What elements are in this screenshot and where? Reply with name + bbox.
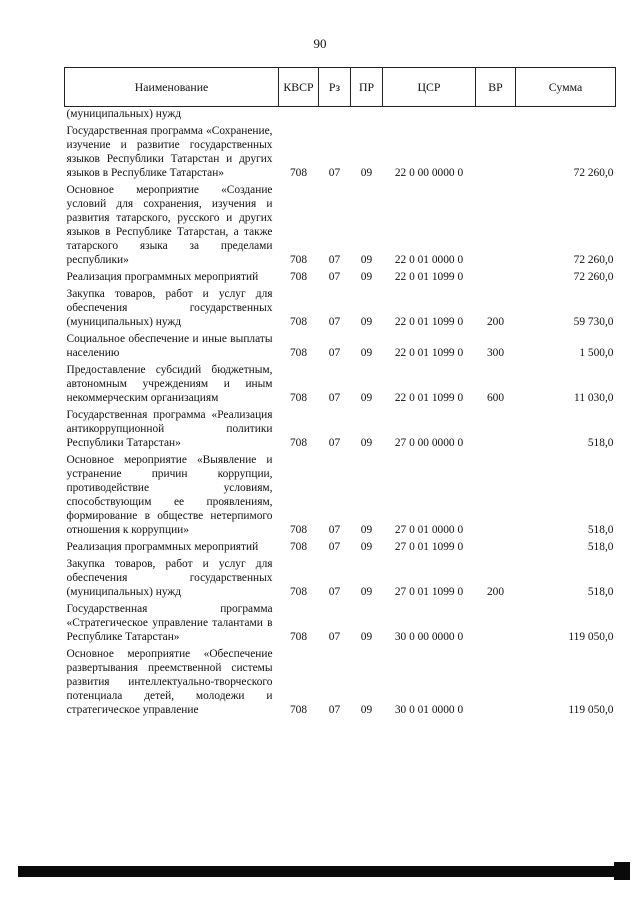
budget-table-container — [64, 67, 615, 720]
cell-name: Предоставление субсидий бюджетным, автономным учреждениям и иным некоммерческим организациям — [66, 364, 273, 404]
cell-rz — [319, 107, 351, 125]
cell-pr: 09 — [360, 541, 373, 553]
cell-csr: 27 0 01 0000 0 — [394, 524, 464, 536]
cell-kvsr: 708 — [289, 167, 308, 179]
cell-csr: 22 0 01 1099 0 — [394, 392, 464, 404]
cell-name: (муниципальных) нужд — [66, 108, 182, 120]
cell-sum: 59 730,0 — [573, 316, 614, 328]
cell-rz: 07 — [328, 524, 341, 536]
cell-rz: 07 — [328, 167, 341, 179]
cell-vr — [476, 647, 516, 720]
header-pr: ПР — [351, 68, 383, 107]
table-header — [65, 68, 616, 107]
cell-pr: 09 — [360, 586, 373, 598]
table-row — [65, 287, 616, 332]
cell-name: Государственная программа «Реализация антикоррупционной политики Республики Татарстан» — [66, 409, 273, 449]
cell-rz: 07 — [328, 254, 341, 266]
header-kvsr: КВСР — [279, 68, 319, 107]
cell-pr: 09 — [360, 524, 373, 536]
cell-csr: 22 0 01 1099 0 — [394, 347, 464, 359]
cell-pr: 09 — [360, 271, 373, 283]
cell-sum: 72 260,0 — [573, 254, 614, 266]
cell-rz: 07 — [328, 586, 341, 598]
cell-vr — [476, 183, 516, 270]
cell-rz: 07 — [328, 704, 341, 716]
cell-sum: 1 500,0 — [579, 347, 614, 359]
cell-csr: 30 0 01 0000 0 — [394, 704, 464, 716]
cell-csr: 27 0 01 1099 0 — [394, 586, 464, 598]
cell-pr — [351, 107, 383, 125]
cell-name: Основное мероприятие «Выявление и устранение причин коррупции, противодействие условиям, способствующим ее проявлениям, формирование в обществе нетерпимого отношения к коррупции» — [66, 454, 273, 536]
cell-sum: 72 260,0 — [573, 167, 614, 179]
cell-pr: 09 — [360, 316, 373, 328]
header-name: Наименование — [65, 68, 279, 107]
table-row — [65, 540, 616, 557]
cell-name: Реализация программных мероприятий — [66, 271, 259, 283]
cell-sum: 518,0 — [587, 524, 614, 536]
table-row — [65, 647, 616, 720]
cell-vr — [476, 124, 516, 183]
budget-table — [64, 67, 616, 720]
cell-pr: 09 — [360, 704, 373, 716]
table-row — [65, 602, 616, 647]
cell-kvsr: 708 — [289, 524, 308, 536]
cell-rz: 07 — [328, 541, 341, 553]
cell-sum: 11 030,0 — [574, 392, 614, 404]
cell-csr: 27 0 00 0000 0 — [394, 437, 464, 449]
cell-pr: 09 — [360, 167, 373, 179]
cell-vr — [476, 540, 516, 557]
cell-kvsr: 708 — [289, 541, 308, 553]
cell-vr — [476, 453, 516, 540]
cell-pr: 09 — [360, 254, 373, 266]
scan-border-bar — [18, 866, 628, 877]
cell-name: Государственная программа «Сохранение, изучение и развитие государственных языков Республики Татарстан и других языков в Республике Татарстан» — [66, 125, 273, 179]
cell-rz: 07 — [328, 392, 341, 404]
cell-kvsr: 708 — [289, 586, 308, 598]
cell-sum: 72 260,0 — [573, 271, 614, 283]
table-row — [65, 408, 616, 453]
cell-kvsr: 708 — [289, 271, 308, 283]
cell-pr: 09 — [360, 631, 373, 643]
cell-sum: 518,0 — [587, 541, 614, 553]
cell-csr: 22 0 01 1099 0 — [394, 316, 464, 328]
cell-pr: 09 — [360, 347, 373, 359]
cell-sum: 518,0 — [587, 586, 614, 598]
cell-pr: 09 — [360, 437, 373, 449]
cell-vr: 300 — [486, 347, 505, 359]
cell-kvsr — [279, 107, 319, 125]
cell-vr: 200 — [486, 316, 505, 328]
cell-vr — [476, 408, 516, 453]
table-row — [65, 183, 616, 270]
header-rz: Рз — [319, 68, 351, 107]
cell-rz: 07 — [328, 316, 341, 328]
cell-kvsr: 708 — [289, 392, 308, 404]
cell-kvsr: 708 — [289, 347, 308, 359]
cell-kvsr: 708 — [289, 437, 308, 449]
cell-rz: 07 — [328, 347, 341, 359]
table-row — [65, 332, 616, 363]
cell-sum — [516, 107, 616, 125]
cell-kvsr: 708 — [289, 316, 308, 328]
cell-kvsr: 708 — [289, 631, 308, 643]
cell-kvsr: 708 — [289, 254, 308, 266]
header-sum: Сумма — [516, 68, 616, 107]
cell-name: Закупка товаров, работ и услуг для обеспечения государственных (муниципальных) нужд — [66, 558, 273, 598]
cell-sum: 518,0 — [587, 437, 614, 449]
cell-csr: 30 0 00 0000 0 — [394, 631, 464, 643]
cell-csr — [383, 107, 476, 125]
cell-vr: 200 — [486, 586, 505, 598]
table-row — [65, 270, 616, 287]
cell-rz: 07 — [328, 437, 341, 449]
header-vr: ВР — [476, 68, 516, 107]
table-row — [65, 453, 616, 540]
table-row — [65, 363, 616, 408]
cell-vr: 600 — [486, 392, 505, 404]
cell-csr: 22 0 00 0000 0 — [394, 167, 464, 179]
scan-border-corner — [614, 862, 630, 880]
page-number: 90 — [313, 36, 327, 51]
header-row — [65, 68, 616, 107]
cell-vr — [476, 270, 516, 287]
table-body — [65, 107, 616, 721]
cell-vr — [476, 602, 516, 647]
cell-kvsr: 708 — [289, 704, 308, 716]
cell-rz: 07 — [328, 271, 341, 283]
cell-sum: 119 050,0 — [568, 631, 614, 643]
cell-name: Государственная программа «Стратегическое управление талантами в Республике Татарстан» — [66, 603, 273, 643]
cell-csr: 22 0 01 0000 0 — [394, 254, 464, 266]
table-row — [65, 124, 616, 183]
cell-name: Реализация программных мероприятий — [66, 541, 259, 553]
cell-name: Социальное обеспечение и иные выплаты населению — [66, 333, 273, 359]
cell-csr: 22 0 01 1099 0 — [394, 271, 464, 283]
header-csr: ЦСР — [383, 68, 476, 107]
cell-sum: 119 050,0 — [568, 704, 614, 716]
cell-name: Основное мероприятие «Создание условий для сохранения, изучения и развития татарского, русского и других языков в Республике Татарстан, а также татарского языка за пределами республики» — [66, 184, 273, 266]
cell-vr — [476, 107, 516, 125]
cell-rz: 07 — [328, 631, 341, 643]
cell-name: Закупка товаров, работ и услуг для обеспечения государственных (муниципальных) нужд — [66, 288, 273, 328]
cell-csr: 27 0 01 1099 0 — [394, 541, 464, 553]
cell-pr: 09 — [360, 392, 373, 404]
cell-name: Основное мероприятие «Обеспечение развертывания преемственной системы развития интеллектуально-творческого потенциала детей, молодежи и стратегическое управление — [66, 648, 273, 716]
table-row — [65, 557, 616, 602]
table-row — [65, 107, 616, 125]
